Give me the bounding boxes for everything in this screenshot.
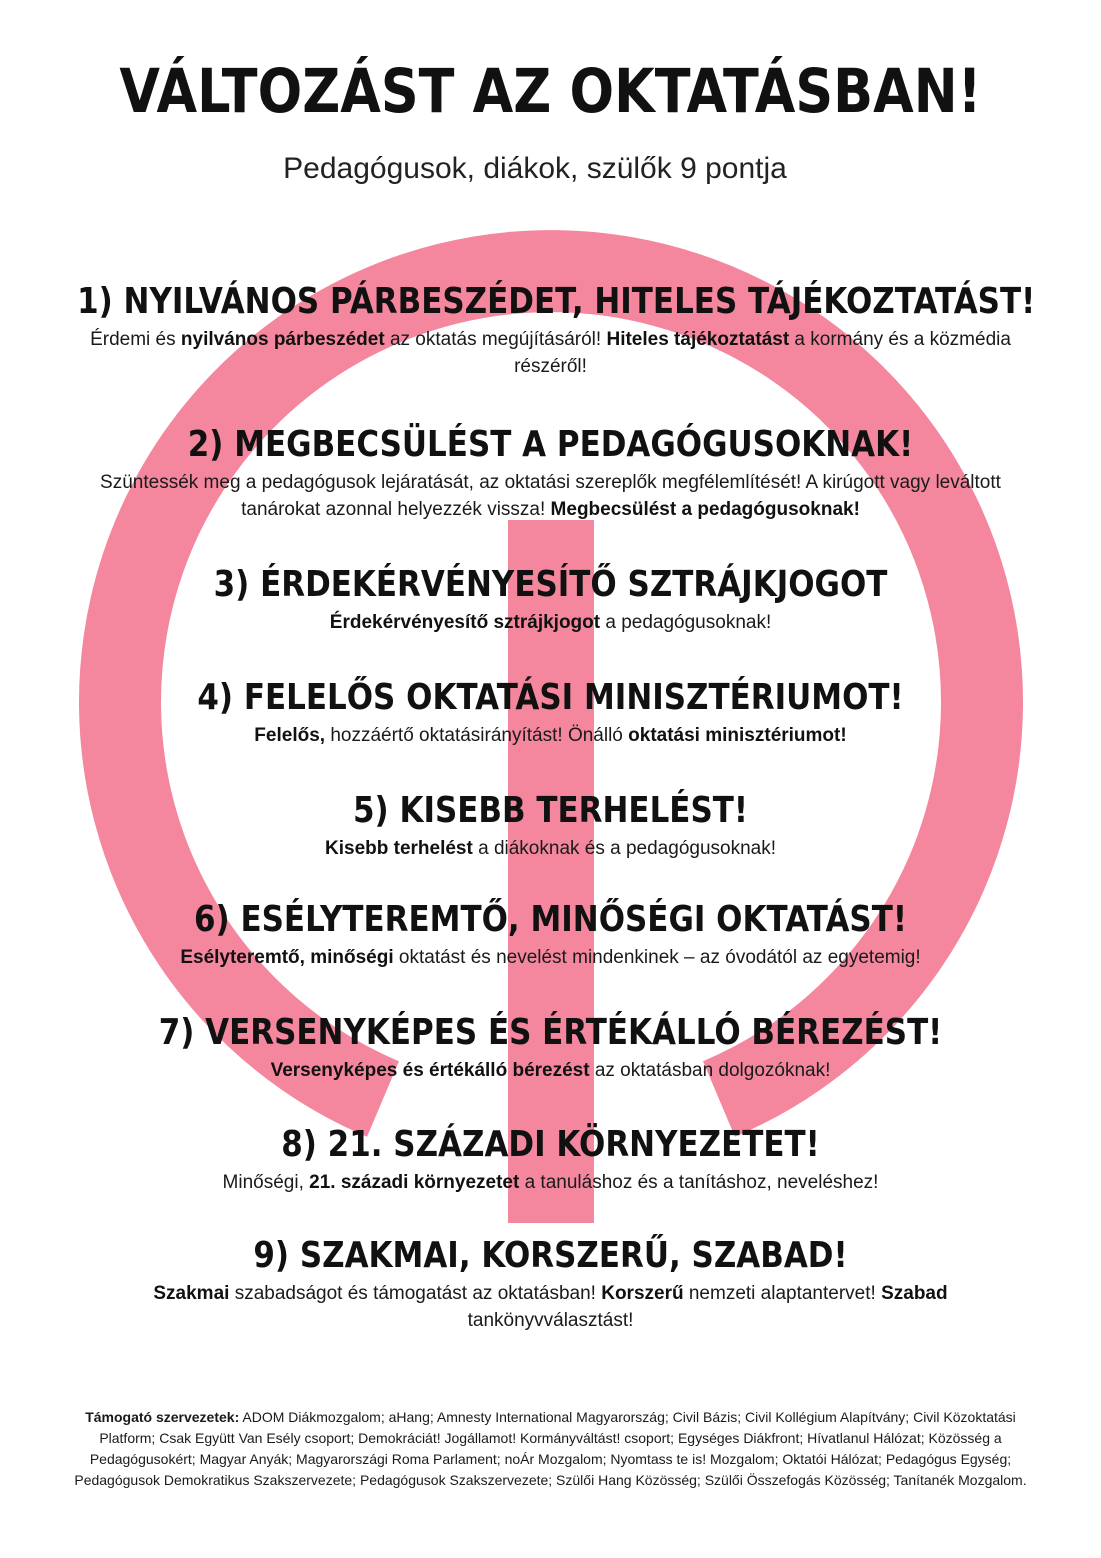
point-text: [71, 1169, 1031, 1196]
bold-run: Szabad: [881, 1283, 948, 1305]
bold-run: Érdekérvényesítő sztrájkjogot: [329, 612, 601, 634]
point-heading: 5) KISEBB TERHELÉST!: [353, 790, 748, 831]
text-run: az oktatásban dolgozóknak!: [589, 1060, 831, 1082]
point-heading: 1) NYILVÁNOS PÁRBESZÉDET, HITELES TÁJÉKOZTATÁST!: [77, 281, 1036, 322]
page-title: VÁLTOZÁST AZ OKTATÁSBAN!: [119, 56, 982, 127]
point-1: [0, 281, 1101, 380]
text-run: szabadságot és támogatást az oktatásban!: [229, 1283, 602, 1305]
bold-run: oktatási minisztériumot!: [628, 725, 847, 747]
text-run: a kormány és a közmédia részéről!: [514, 329, 1011, 378]
supporters-label: Támogató szervezetek:: [85, 1409, 240, 1425]
point-9: [0, 1235, 1101, 1334]
point-2: [0, 424, 1101, 523]
point-8: [0, 1124, 1101, 1196]
point-text: [71, 469, 1031, 523]
point-text: [71, 944, 1031, 971]
point-text: [71, 835, 1031, 862]
point-heading: 2) MEGBECSÜLÉST A PEDAGÓGUSOKNAK!: [187, 424, 914, 465]
bold-run: Megbecsülést a pedagógusoknak!: [550, 499, 860, 521]
bold-run: Korszerű: [601, 1283, 684, 1305]
bold-run: 21. századi környezetet: [309, 1172, 520, 1194]
point-text: [71, 722, 1031, 749]
bold-run: Versenyképes és értékálló bérezést: [270, 1060, 590, 1082]
text-run: hozzáértő oktatásirányítást! Önálló: [325, 725, 629, 747]
supporters-list: ADOM Diákmozgalom; aHang; Amnesty International Magyarország; Civil Bázis; Civil Kollégium Alapítvány; Civil Közoktatási Platform; Csak Együtt Van Esély csoport; Demokráciát! Jogállamot! Kormányváltást! csoport; Egységes Diákfront; Hívatlanul Hálózat; Közösség a Pedagógusokért; Magyar Anyák; Magyarországi Roma Parlament; noÁr Mozgalom; Nyomtass te is! Mozgalom; Oktatói Hálózat; Pedagógus Egység; Pedagógusok Demokratikus Szakszervezete; Pedagógusok Szakszervezete; Szülői Hang Közösség; Szülői Összefogás Közösség; Tanítanék Mozgalom.: [74, 1409, 1027, 1488]
point-6: [0, 899, 1101, 971]
point-heading: 7) VERSENYKÉPES ÉS ÉRTÉKÁLLÓ BÉREZÉST!: [158, 1012, 943, 1053]
point-heading: 8) 21. SZÁZADI KÖRNYEZETET!: [281, 1124, 820, 1165]
text-run: az oktatás megújításáról!: [384, 329, 607, 351]
point-heading: 6) ESÉLYTEREMTŐ, MINŐSÉGI OKTATÁST!: [194, 899, 907, 940]
point-heading: 9) SZAKMAI, KORSZERŰ, SZABAD!: [253, 1235, 848, 1276]
text-run: nemzeti alaptantervet!: [683, 1283, 882, 1305]
text-run: a diákoknak és a pedagógusoknak!: [472, 838, 776, 860]
point-7: [0, 1012, 1101, 1084]
bold-run: Esélyteremtő, minőségi: [180, 947, 394, 969]
supporting-organizations: [70, 1407, 1031, 1491]
bold-run: nyilvános párbeszédet: [180, 329, 385, 351]
point-text: [71, 326, 1031, 380]
text-run: Szüntessék meg a pedagógusok lejáratását, az oktatási szereplők megfélemlítését! A kirúgott vagy leváltott tanárokat azonnal helyezzék vissza!: [100, 472, 1001, 521]
point-4: [0, 677, 1101, 749]
text-run: Minőségi,: [222, 1172, 310, 1194]
text-run: tankönyvválasztást!: [467, 1310, 634, 1332]
page-subtitle: Pedagógusok, diákok, szülők 9 pontja: [283, 152, 787, 185]
bold-run: Kisebb terhelést: [325, 838, 473, 860]
point-text: [71, 1280, 1031, 1334]
point-text: [71, 1057, 1031, 1084]
bold-run: Felelős,: [254, 725, 326, 747]
bold-run: Szakmai: [153, 1283, 230, 1305]
text-run: oktatást és nevelést mindenkinek – az óvodától az egyetemig!: [393, 947, 921, 969]
point-heading: 4) FELELŐS OKTATÁSI MINISZTÉRIUMOT!: [197, 677, 904, 718]
point-heading: 3) ÉRDEKÉRVÉNYESÍTŐ SZTRÁJKJOGOT: [213, 564, 888, 605]
text-run: a tanuláshoz és a tanításhoz, neveléshez!: [519, 1172, 879, 1194]
point-3: [0, 564, 1101, 636]
text-run: a pedagógusoknak!: [600, 612, 772, 634]
text-run: Érdemi és: [90, 329, 181, 351]
bold-run: Hiteles tájékoztatást: [606, 329, 790, 351]
point-5: [0, 790, 1101, 862]
point-text: [71, 609, 1031, 636]
